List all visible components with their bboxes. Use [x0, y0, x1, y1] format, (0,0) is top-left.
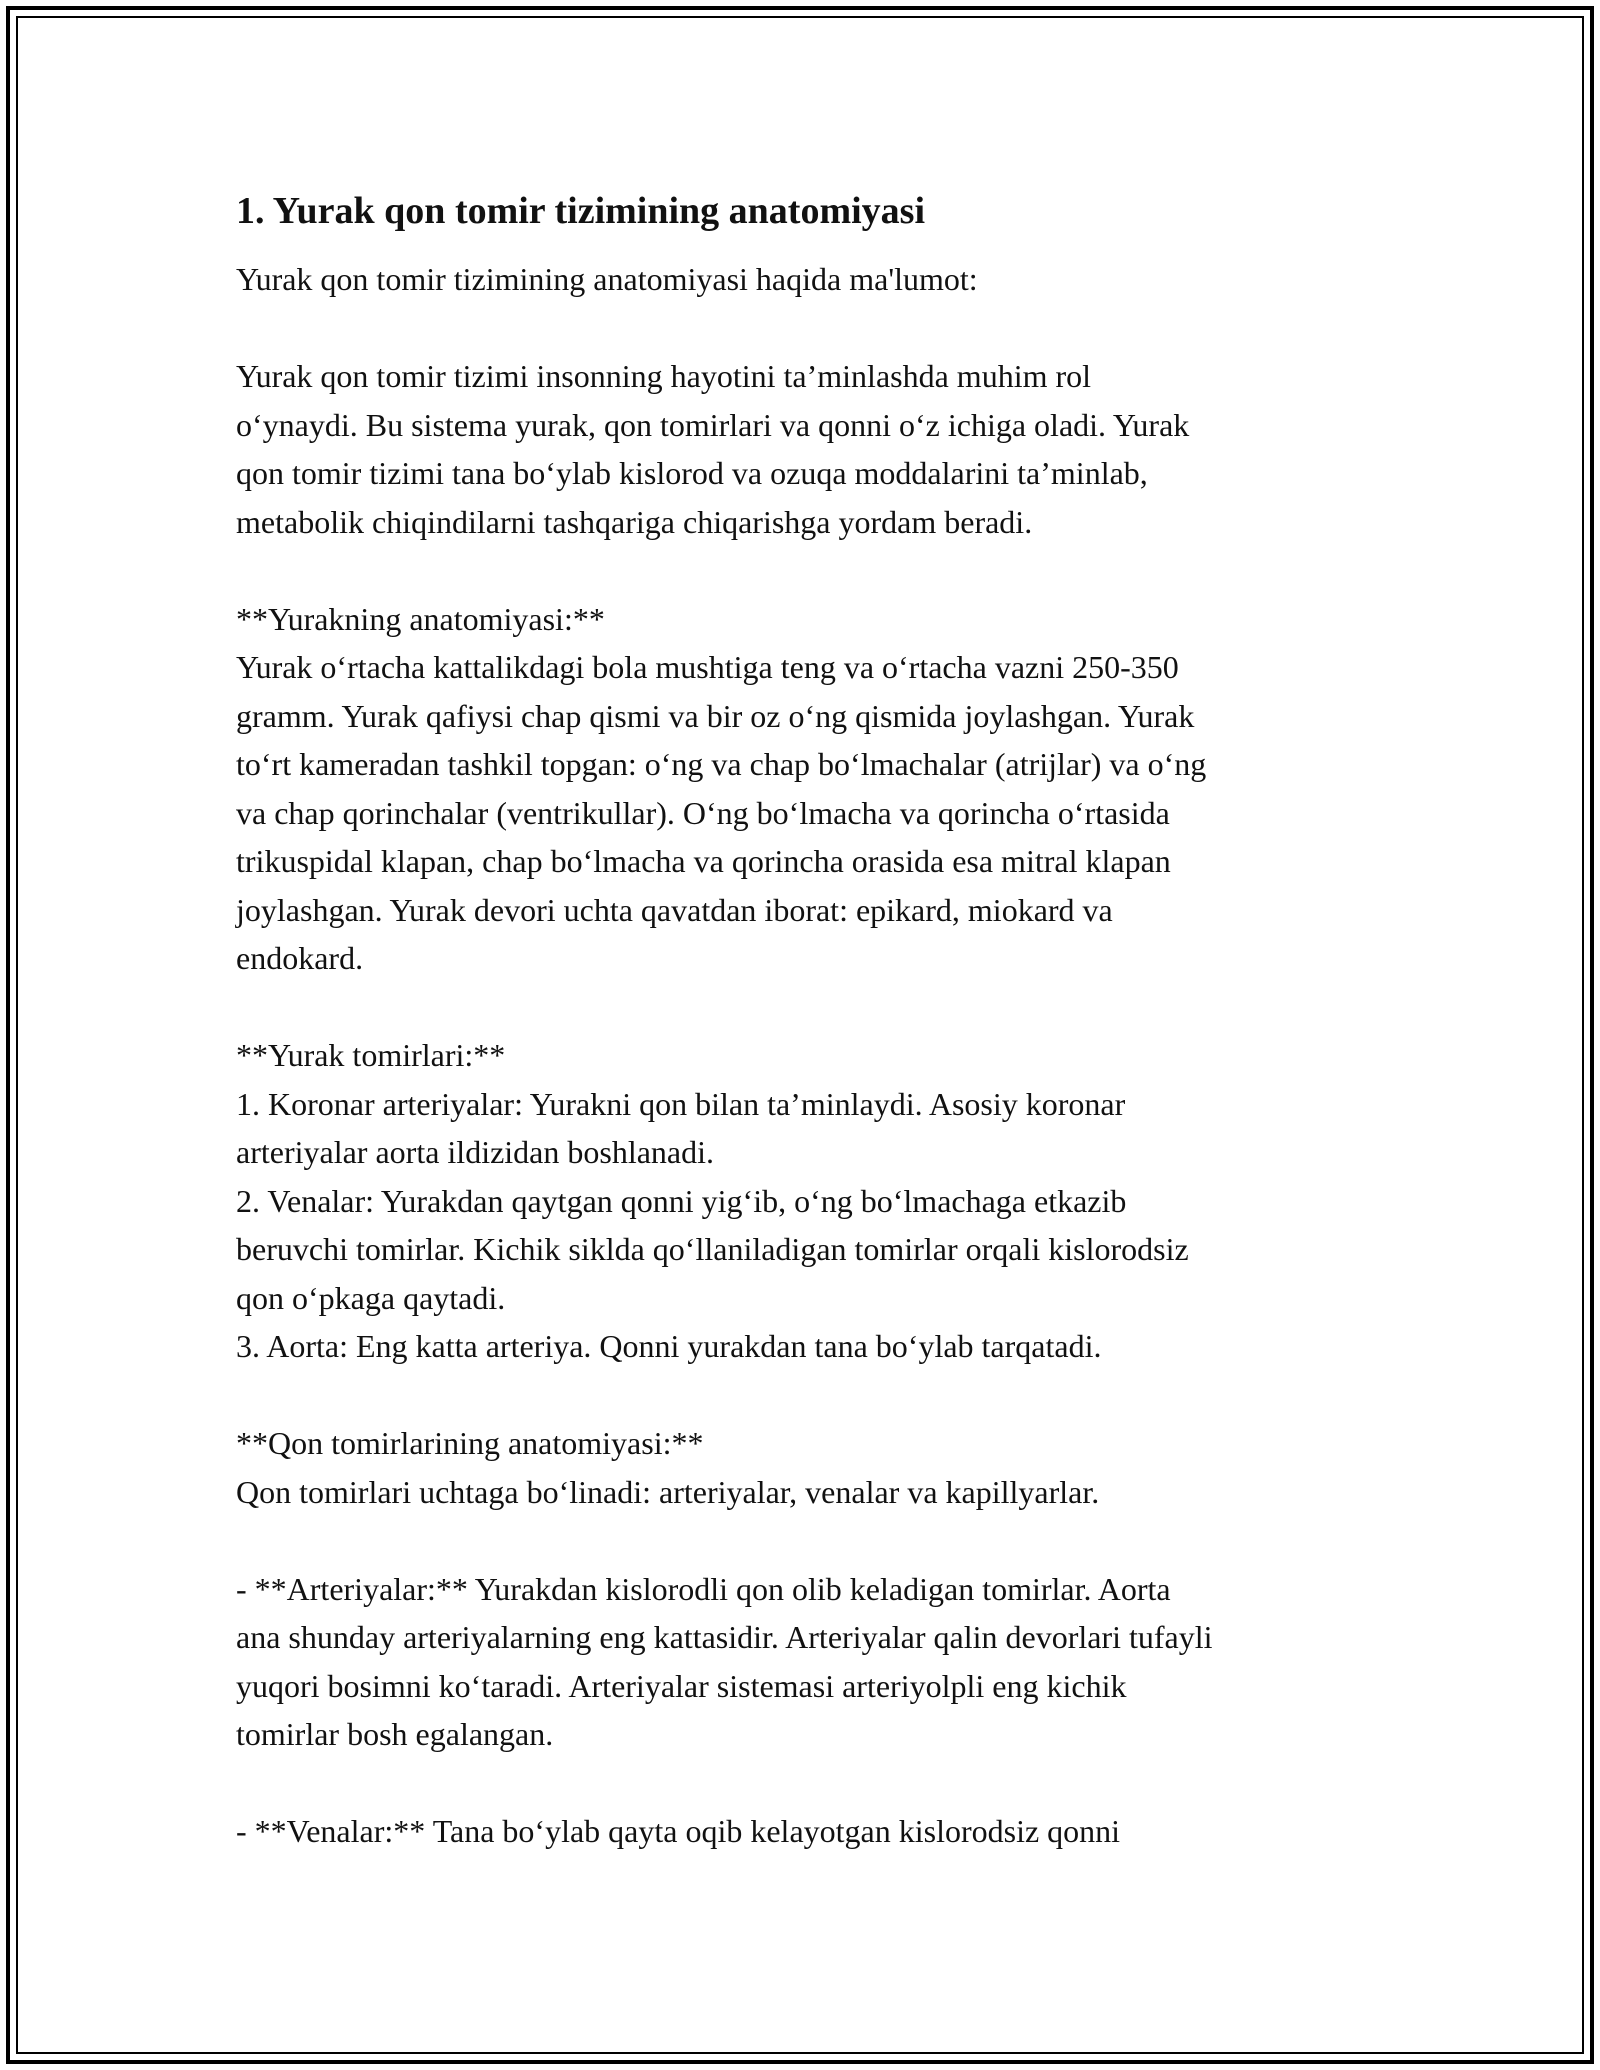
heart-vessels-section — [236, 1031, 1376, 1371]
section-heading: **Yurak tomirlari:** — [236, 1037, 506, 1073]
text-line: arteriyalar aorta ildizidan boshlanadi. — [236, 1134, 715, 1170]
text-line: joylashgan. Yurak devori uchta qavatdan iborat: epikard, miokard va — [236, 891, 1113, 928]
text-line: 2. Venalar: Yurakdan qaytgan qonni yig‘ib, o‘ng bo‘lmachaga etkazib — [236, 1182, 1127, 1219]
text-line: metabolik chiqindilarni tashqariga chiqarishga yordam beradi. — [236, 503, 1033, 540]
text-line: 1. Koronar arteriyalar: Yurakni qon bilan ta’minlaydi. Asosiy koronar — [236, 1085, 1126, 1122]
text-line: - **Venalar:** Tana bo‘ylab qayta oqib kelayotgan kislorodsiz qonni — [236, 1813, 1121, 1849]
section-heading: **Yurakning anatomiyasi:** — [236, 600, 605, 637]
text-line: o‘ynaydi. Bu sistema yurak, qon tomirlari va qonni o‘z ichiga oladi. Yurak — [236, 406, 1190, 443]
text-line: endokard. — [236, 940, 364, 976]
text-line: to‘rt kameradan tashkil topgan: o‘ng va chap bo‘lmachalar (atrijlar) va o‘ng — [236, 746, 1207, 782]
blood-vessels-section — [236, 1419, 1376, 1516]
text-line: va chap qorinchalar (ventrikullar). O‘ng bo‘lmacha va qorincha o‘rtasida — [236, 794, 1170, 831]
section-heading: **Qon tomirlarining anatomiyasi:** — [236, 1425, 704, 1461]
text-line: Yurak qon tomir tizimining anatomiyasi haqida ma'lumot: — [236, 261, 978, 297]
document-body — [236, 185, 1376, 1856]
veins-paragraph — [236, 1807, 1376, 1856]
heart-anatomy-section — [236, 595, 1376, 983]
overview-paragraph — [236, 352, 1376, 546]
text-line: beruvchi tomirlar. Kichik siklda qo‘llaniladigan tomirlar orqali kislorodsiz — [236, 1231, 1189, 1267]
text-line: Yurak qon tomir tizimi insonning hayotini ta’minlashda muhim rol — [236, 358, 1092, 394]
text-line: Qon tomirlari uchtaga bo‘linadi: arteriyalar, venalar va kapillyarlar. — [236, 1473, 1100, 1510]
arteries-paragraph — [236, 1565, 1376, 1759]
text-line: - **Arteriyalar:** Yurakdan kislorodli qon olib keladigan tomirlar. Aorta — [236, 1570, 1171, 1607]
text-line: qon o‘pkaga qaytadi. — [236, 1279, 506, 1316]
text-line: Yurak o‘rtacha kattalikdagi bola mushtiga teng va o‘rtacha vazni 250-350 — [236, 649, 1179, 685]
document-title: 1. Yurak qon tomir tizimining anatomiyasi — [236, 190, 926, 232]
intro-paragraph — [236, 255, 1376, 304]
text-line: qon tomir tizimi tana bo‘ylab kislorod va ozuqa moddalarini ta’minlab, — [236, 455, 1148, 491]
text-line: 3. Aorta: Eng katta arteriya. Qonni yurakdan tana bo‘ylab tarqatadi. — [236, 1328, 1102, 1364]
text-line: gramm. Yurak qafiysi chap qismi va bir oz o‘ng qismida joylashgan. Yurak — [236, 697, 1195, 734]
text-line: tomirlar bosh egalangan. — [236, 1716, 554, 1752]
text-line: trikuspidal klapan, chap bo‘lmacha va qorincha orasida esa mitral klapan — [236, 843, 1171, 879]
text-line: yuqori bosimni ko‘taradi. Arteriyalar sistemasi arteriyolpli eng kichik — [236, 1667, 1127, 1704]
text-line: ana shunday arteriyalarning eng kattasidir. Arteriyalar qalin devorlari tufayli — [236, 1619, 1213, 1655]
